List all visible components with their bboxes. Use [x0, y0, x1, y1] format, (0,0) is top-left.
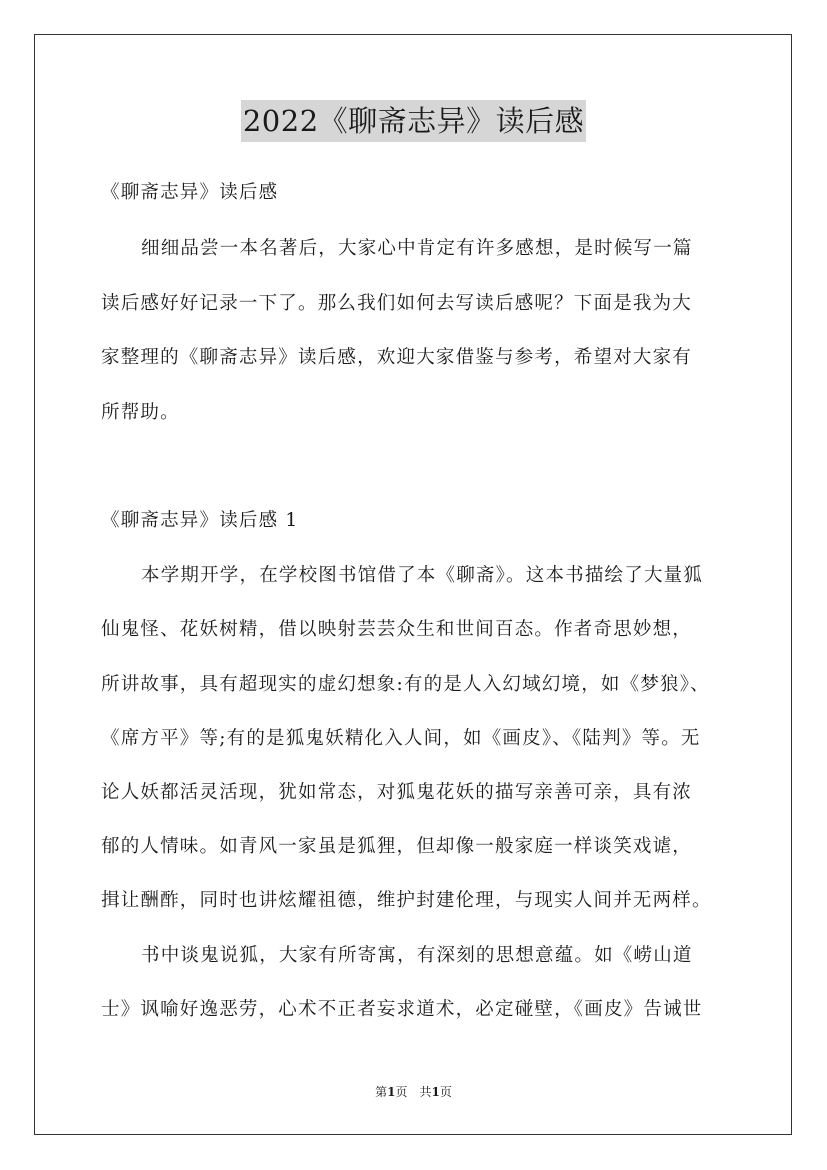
paragraph-line: 仙鬼怪、花妖树精，借以映射芸芸众生和世间百态。作者奇思妙想， — [101, 619, 693, 640]
section-heading-1: 《聊斋志异》读后感 1 — [101, 510, 299, 531]
total-page-number: 1 — [431, 1085, 440, 1099]
section-heading-intro: 《聊斋志异》读后感 — [101, 182, 279, 203]
footer-mid: 页 共 — [395, 1085, 432, 1099]
paragraph-line: 书中谈鬼说狐，大家有所寄寓，有深刻的思想意蕴。如《崂山道 — [141, 945, 693, 966]
paragraph-line: 郁的人情味。如青风一家虽是狐狸，但却像一般家庭一样谈笑戏谑， — [101, 836, 693, 857]
paragraph-line: 《席方平》等;有的是狐鬼妖精化入人间，如《画皮》、《陆判》等。无 — [101, 728, 701, 749]
footer-prefix: 第 — [375, 1085, 388, 1099]
footer-suffix: 页 — [439, 1085, 452, 1099]
paragraph-line: 本学期开学，在学校图书馆借了本《聊斋》。这本书描绘了大量狐 — [141, 565, 704, 586]
document-title: 2022《聊斋志异》读后感 — [241, 100, 586, 142]
paragraph-line: 士》讽喻好逸恶劳，心术不正者妄求道术，必定碰壁，《画皮》告诫世 — [101, 999, 703, 1020]
paragraph-line: 所讲故事，具有超现实的虚幻想象:有的是人入幻域幻境，如《梦狼》、 — [101, 674, 710, 695]
paragraph-line: 论人妖都活灵活现，犹如常态，对狐鬼花妖的描写亲善可亲，具有浓 — [101, 782, 693, 803]
current-page-number: 1 — [387, 1085, 396, 1099]
page-footer — [0, 1084, 827, 1100]
paragraph-line: 细细品尝一本名著后，大家心中肯定有许多感想，是时候写一篇 — [141, 238, 693, 259]
paragraph-line: 所帮助。 — [101, 402, 180, 423]
paragraph-line: 家整理的《聊斋志异》读后感，欢迎大家借鉴与参考，希望对大家有 — [101, 347, 693, 368]
paragraph-line: 揖让酬酢，同时也讲炫耀祖德，维护封建伦理，与现实人间并无两样。 — [101, 890, 712, 911]
title-container — [0, 100, 827, 142]
paragraph-line: 读后感好好记录一下了。那么我们如何去写读后感呢？下面是我为大 — [101, 293, 693, 314]
